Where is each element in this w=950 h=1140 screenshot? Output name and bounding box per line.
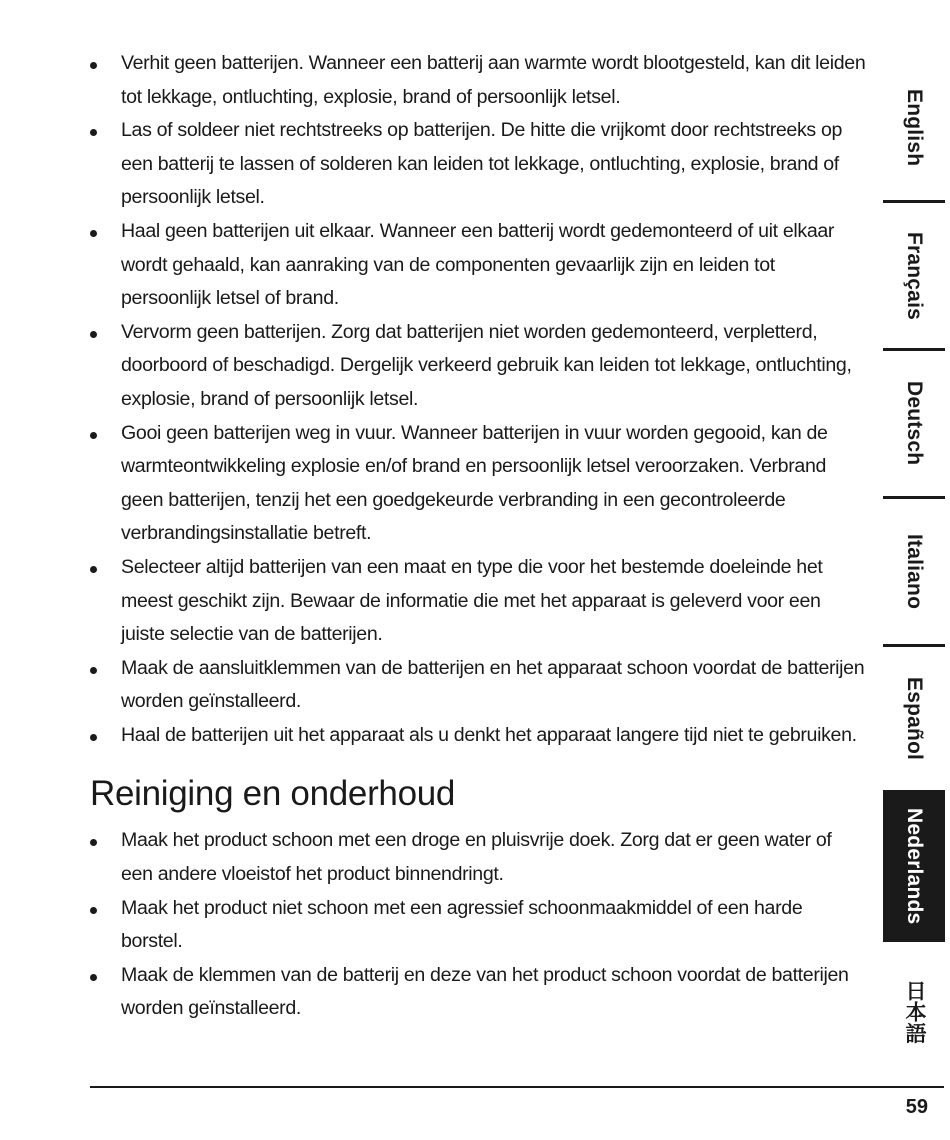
tab-japanese[interactable]	[883, 942, 945, 1082]
page-number: 59	[905, 1096, 928, 1118]
list-item	[90, 652, 868, 719]
list-item-text: Selecteer altijd batterijen van een maat en type die voor het bestemde doeleinde het meest geschikt zijn. Bewaar de informatie die met het apparaat is geleverd voor een juiste selectie van de batterijen.	[121, 555, 823, 646]
list-item	[90, 719, 868, 753]
tab-label: Nederlands	[903, 807, 926, 925]
tab-label: English	[903, 88, 926, 167]
list-item-text: Maak de klemmen van de batterij en deze van het product schoon voordat de batterijen worden geïnstalleerd.	[121, 963, 849, 1020]
tab-label: Deutsch	[903, 381, 926, 466]
list-item-text: Haal de batterijen uit het apparaat als u denkt het apparaat langere tijd niet te gebruiken.	[121, 723, 857, 746]
bullet-icon	[90, 839, 97, 846]
list-item	[90, 824, 868, 891]
bullet-icon	[90, 432, 97, 439]
list-item	[90, 551, 868, 652]
bullet-icon	[90, 230, 97, 237]
tab-label: Français	[903, 231, 926, 320]
bullet-icon	[90, 667, 97, 674]
tab-francais[interactable]	[883, 203, 945, 348]
list-item	[90, 47, 868, 114]
section-heading: Reiniging en onderhoud	[90, 774, 456, 814]
bullet-icon	[90, 62, 97, 69]
tab-english[interactable]	[883, 55, 945, 200]
footer-divider	[90, 1086, 944, 1088]
bullet-icon	[90, 734, 97, 741]
tab-deutsch[interactable]	[883, 351, 945, 496]
tab-label: Italiano	[903, 533, 926, 610]
list-item-text: Maak de aansluitklemmen van de batterijen en het apparaat schoon voordat de batterijen worden geïnstalleerd.	[121, 656, 865, 713]
bullet-icon	[90, 907, 97, 914]
list-item	[90, 417, 868, 551]
tab-label: Español	[903, 676, 926, 761]
list-item	[90, 892, 868, 959]
list-item	[90, 316, 868, 417]
list-item-text: Maak het product niet schoon met een agressief schoonmaakmiddel of een harde borstel.	[121, 896, 803, 953]
list-item	[90, 114, 868, 215]
document-body	[90, 47, 868, 1026]
list-item-text: Haal geen batterijen uit elkaar. Wanneer een batterij wordt gedemonteerd of uit elkaar wordt gehaald, kan aanraking van de componenten gevaarlijk zijn en leiden tot persoonlijk letsel of brand.	[121, 219, 835, 310]
list-item-text: Maak het product schoon met een droge en pluisvrije doek. Zorg dat er geen water of een andere vloeistof het product binnendringt.	[121, 829, 832, 886]
bullet-icon	[90, 129, 97, 136]
list-item-text: Verhit geen batterijen. Wanneer een batterij aan warmte wordt blootgesteld, kan dit leiden tot lekkage, ontluchting, explosie, brand of persoonlijk letsel.	[121, 52, 866, 108]
bullet-icon	[90, 566, 97, 573]
tab-espanol[interactable]	[883, 647, 945, 790]
battery-warnings-list	[90, 47, 868, 752]
tab-nederlands[interactable]	[883, 790, 945, 942]
tab-italiano[interactable]	[883, 499, 945, 644]
list-item	[90, 959, 868, 1026]
list-item-text: Las of soldeer niet rechtstreeks op batterijen. De hitte die vrijkomt door rechtstreeks op een batterij te lassen of solderen kan leiden tot lekkage, ontluchting, explosie, brand of persoonlijk letsel.	[121, 119, 843, 209]
bullet-icon	[90, 331, 97, 338]
list-item-text: Vervorm geen batterijen. Zorg dat batterijen niet worden gedemonteerd, verpletterd, doorboord of beschadigd. Dergelijk verkeerd gebruik kan leiden tot lekkage, ontluchting, explosie, brand of persoonlijk letsel.	[121, 320, 852, 410]
tab-label: 日本語	[903, 980, 926, 1044]
list-item-text: Gooi geen batterijen weg in vuur. Wanneer batterijen in vuur worden gegooid, kan de warmteontwikkeling explosie en/of brand en persoonlijk letsel veroorzaken. Verbrand geen batterijen, tenzij het een goedgekeurde verbranding in een gecontroleerde verbrandingsinstallatie betreft.	[121, 421, 828, 545]
list-item	[90, 215, 868, 316]
bullet-icon	[90, 974, 97, 981]
cleaning-list	[90, 824, 868, 1026]
